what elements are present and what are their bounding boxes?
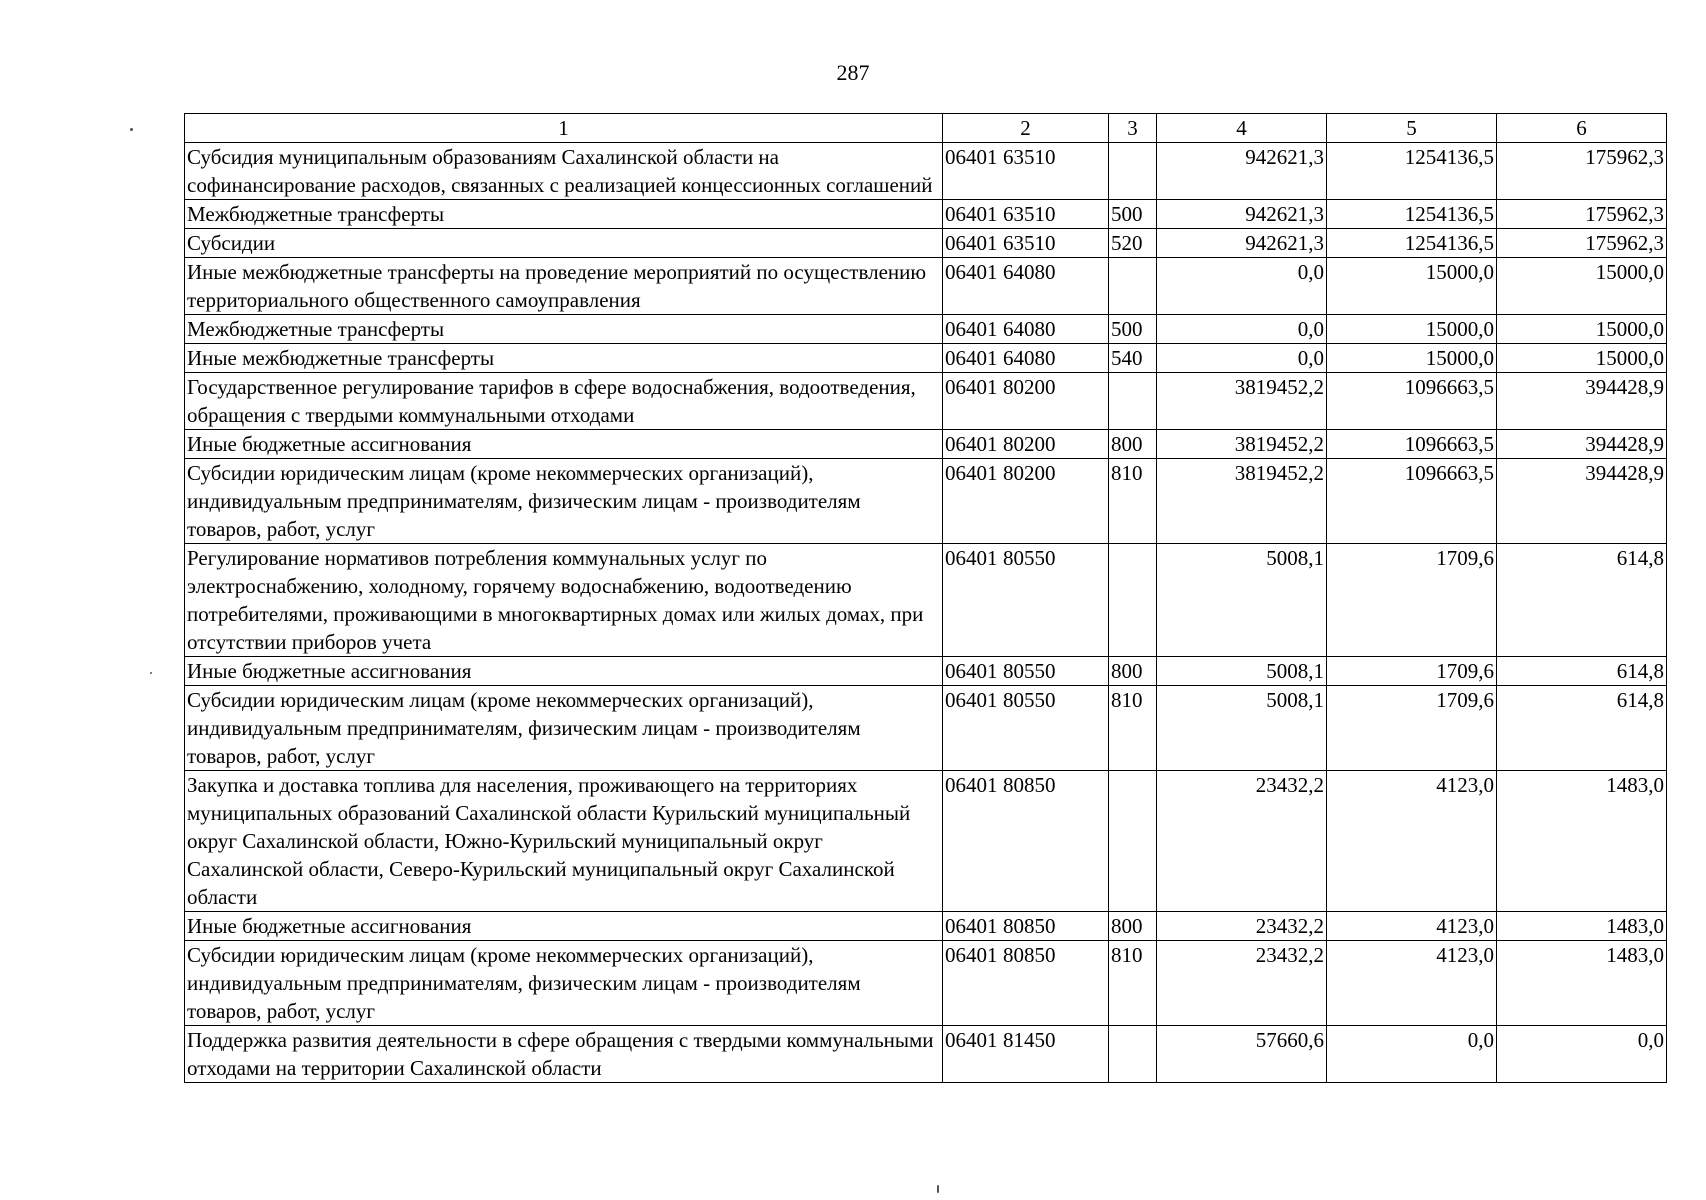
row-value-col6: 15000,0 bbox=[1497, 258, 1667, 315]
table-row bbox=[185, 373, 1667, 430]
row-code-cell bbox=[943, 430, 1109, 459]
program-code: 06401 bbox=[945, 773, 998, 797]
row-value-col4: 3819452,2 bbox=[1157, 459, 1327, 544]
row-value-col4: 5008,1 bbox=[1157, 686, 1327, 771]
table-row bbox=[185, 143, 1667, 200]
row-name-cell: Субсидии bbox=[185, 229, 943, 258]
row-vr-cell: 500 bbox=[1109, 315, 1157, 344]
table-row bbox=[185, 459, 1667, 544]
page-number: 287 bbox=[836, 60, 870, 85]
row-value-col6: 175962,3 bbox=[1497, 229, 1667, 258]
row-value-col5: 1709,6 bbox=[1327, 686, 1497, 771]
row-code-cell bbox=[943, 229, 1109, 258]
row-name-cell: Иные бюджетные ассигнования bbox=[185, 430, 943, 459]
row-value-col5: 15000,0 bbox=[1327, 315, 1497, 344]
row-value-col5: 0,0 bbox=[1327, 1026, 1497, 1083]
row-vr-cell: 810 bbox=[1109, 686, 1157, 771]
row-name-cell: Субсидии юридическим лицам (кроме некоммерческих организаций), индивидуальным предпринимателям, физическим лицам - производителям товаров, работ, услуг bbox=[185, 941, 943, 1026]
row-name-cell: Иные межбюджетные трансферты на проведение мероприятий по осуществлению территориального общественного самоуправления bbox=[185, 258, 943, 315]
row-code-cell bbox=[943, 143, 1109, 200]
program-code: 06401 bbox=[945, 432, 998, 456]
row-name-cell: Межбюджетные трансферты bbox=[185, 200, 943, 229]
direction-code: 80200 bbox=[1003, 461, 1056, 485]
row-value-col6: 614,8 bbox=[1497, 657, 1667, 686]
table-row bbox=[185, 657, 1667, 686]
row-code-cell bbox=[943, 258, 1109, 315]
row-vr-cell bbox=[1109, 544, 1157, 657]
row-value-col4: 57660,6 bbox=[1157, 1026, 1327, 1083]
row-name-cell: Иные межбюджетные трансферты bbox=[185, 344, 943, 373]
row-value-col4: 0,0 bbox=[1157, 315, 1327, 344]
row-vr-cell bbox=[1109, 258, 1157, 315]
row-value-col5: 1096663,5 bbox=[1327, 459, 1497, 544]
table-row bbox=[185, 941, 1667, 1026]
program-code: 06401 bbox=[945, 346, 998, 370]
row-code-cell bbox=[943, 657, 1109, 686]
row-value-col5: 1254136,5 bbox=[1327, 200, 1497, 229]
program-code: 06401 bbox=[945, 546, 998, 570]
direction-code: 63510 bbox=[1003, 202, 1056, 226]
program-code: 06401 bbox=[945, 260, 998, 284]
program-code: 06401 bbox=[945, 688, 998, 712]
row-vr-cell: 540 bbox=[1109, 344, 1157, 373]
row-code-cell bbox=[943, 344, 1109, 373]
row-value-col5: 1709,6 bbox=[1327, 657, 1497, 686]
direction-code: 64080 bbox=[1003, 346, 1056, 370]
program-code: 06401 bbox=[945, 461, 998, 485]
row-value-col5: 1096663,5 bbox=[1327, 373, 1497, 430]
table-row bbox=[185, 200, 1667, 229]
direction-code: 80850 bbox=[1003, 914, 1056, 938]
row-name-cell: Субсидии юридическим лицам (кроме некоммерческих организаций), индивидуальным предпринимателям, физическим лицам - производителям товаров, работ, услуг bbox=[185, 459, 943, 544]
row-code-cell bbox=[943, 315, 1109, 344]
program-code: 06401 bbox=[945, 1028, 998, 1052]
row-value-col6: 175962,3 bbox=[1497, 143, 1667, 200]
row-vr-cell: 520 bbox=[1109, 229, 1157, 258]
row-name-cell: Межбюджетные трансферты bbox=[185, 315, 943, 344]
row-name-cell: Субсидии юридическим лицам (кроме некоммерческих организаций), индивидуальным предпринимателям, физическим лицам - производителям товаров, работ, услуг bbox=[185, 686, 943, 771]
program-code: 06401 bbox=[945, 317, 998, 341]
scan-speck bbox=[937, 1185, 939, 1193]
direction-code: 80550 bbox=[1003, 659, 1056, 683]
table-row bbox=[185, 686, 1667, 771]
direction-code: 80850 bbox=[1003, 773, 1056, 797]
row-value-col6: 614,8 bbox=[1497, 686, 1667, 771]
row-value-col5: 1254136,5 bbox=[1327, 143, 1497, 200]
row-value-col4: 5008,1 bbox=[1157, 544, 1327, 657]
row-code-cell bbox=[943, 941, 1109, 1026]
row-code-cell bbox=[943, 912, 1109, 941]
header-col-3: 3 bbox=[1109, 114, 1157, 143]
row-value-col4: 0,0 bbox=[1157, 344, 1327, 373]
row-code-cell bbox=[943, 1026, 1109, 1083]
row-value-col6: 394428,9 bbox=[1497, 430, 1667, 459]
row-value-col4: 5008,1 bbox=[1157, 657, 1327, 686]
direction-code: 80550 bbox=[1003, 546, 1056, 570]
row-vr-cell: 810 bbox=[1109, 941, 1157, 1026]
row-vr-cell: 810 bbox=[1109, 459, 1157, 544]
row-value-col6: 394428,9 bbox=[1497, 373, 1667, 430]
row-value-col6: 394428,9 bbox=[1497, 459, 1667, 544]
table-row bbox=[185, 344, 1667, 373]
table-row bbox=[185, 229, 1667, 258]
table-row bbox=[185, 315, 1667, 344]
row-value-col5: 4123,0 bbox=[1327, 912, 1497, 941]
program-code: 06401 bbox=[945, 231, 998, 255]
row-code-cell bbox=[943, 373, 1109, 430]
row-code-cell bbox=[943, 544, 1109, 657]
row-code-cell bbox=[943, 686, 1109, 771]
table-row bbox=[185, 258, 1667, 315]
row-value-col5: 15000,0 bbox=[1327, 344, 1497, 373]
direction-code: 80200 bbox=[1003, 375, 1056, 399]
direction-code: 63510 bbox=[1003, 145, 1056, 169]
row-vr-cell: 800 bbox=[1109, 430, 1157, 459]
direction-code: 80200 bbox=[1003, 432, 1056, 456]
table-row bbox=[185, 771, 1667, 912]
row-vr-cell bbox=[1109, 771, 1157, 912]
row-value-col6: 1483,0 bbox=[1497, 941, 1667, 1026]
header-col-5: 5 bbox=[1327, 114, 1497, 143]
row-value-col6: 1483,0 bbox=[1497, 912, 1667, 941]
row-value-col6: 15000,0 bbox=[1497, 315, 1667, 344]
table-header-row bbox=[185, 114, 1667, 143]
row-vr-cell: 500 bbox=[1109, 200, 1157, 229]
row-value-col4: 942621,3 bbox=[1157, 143, 1327, 200]
table-row bbox=[185, 912, 1667, 941]
row-value-col4: 0,0 bbox=[1157, 258, 1327, 315]
row-value-col4: 3819452,2 bbox=[1157, 373, 1327, 430]
direction-code: 64080 bbox=[1003, 317, 1056, 341]
row-value-col4: 942621,3 bbox=[1157, 229, 1327, 258]
row-value-col4: 942621,3 bbox=[1157, 200, 1327, 229]
program-code: 06401 bbox=[945, 914, 998, 938]
row-name-cell: Поддержка развития деятельности в сфере обращения с твердыми коммунальными отходами на территории Сахалинской области bbox=[185, 1026, 943, 1083]
row-value-col6: 15000,0 bbox=[1497, 344, 1667, 373]
row-code-cell bbox=[943, 771, 1109, 912]
scan-speck bbox=[130, 128, 133, 131]
row-vr-cell: 800 bbox=[1109, 912, 1157, 941]
direction-code: 63510 bbox=[1003, 231, 1056, 255]
table-body bbox=[185, 143, 1667, 1083]
row-vr-cell bbox=[1109, 373, 1157, 430]
program-code: 06401 bbox=[945, 145, 998, 169]
direction-code: 80850 bbox=[1003, 943, 1056, 967]
direction-code: 64080 bbox=[1003, 260, 1056, 284]
row-value-col6: 614,8 bbox=[1497, 544, 1667, 657]
row-name-cell: Субсидия муниципальным образованиям Сахалинской области на софинансирование расходов, связанных с реализацией концессионных соглашений bbox=[185, 143, 943, 200]
row-value-col5: 1709,6 bbox=[1327, 544, 1497, 657]
row-value-col4: 23432,2 bbox=[1157, 771, 1327, 912]
row-value-col5: 4123,0 bbox=[1327, 771, 1497, 912]
row-value-col5: 4123,0 bbox=[1327, 941, 1497, 1026]
program-code: 06401 bbox=[945, 659, 998, 683]
row-name-cell: Закупка и доставка топлива для населения, проживающего на территориях муниципальных образований Сахалинской области Курильский муниципальный округ Сахалинской области, Южно-Курильский муниципальный округ Сахалинской области, Северо-Курильский муниципальный округ Сахалинской области bbox=[185, 771, 943, 912]
row-name-cell: Регулирование нормативов потребления коммунальных услуг по электроснабжению, холодному, горячему водоснабжению, водоотведению потребителями, проживающими в многоквартирных домах или жилых домах, при отсутствии приборов учета bbox=[185, 544, 943, 657]
row-value-col6: 1483,0 bbox=[1497, 771, 1667, 912]
header-col-6: 6 bbox=[1497, 114, 1667, 143]
header-col-4: 4 bbox=[1157, 114, 1327, 143]
scan-speck bbox=[150, 672, 152, 674]
row-value-col6: 0,0 bbox=[1497, 1026, 1667, 1083]
header-col-2: 2 bbox=[943, 114, 1109, 143]
row-vr-cell: 800 bbox=[1109, 657, 1157, 686]
row-value-col4: 23432,2 bbox=[1157, 941, 1327, 1026]
row-value-col6: 175962,3 bbox=[1497, 200, 1667, 229]
row-code-cell bbox=[943, 459, 1109, 544]
row-name-cell: Иные бюджетные ассигнования bbox=[185, 912, 943, 941]
program-code: 06401 bbox=[945, 202, 998, 226]
program-code: 06401 bbox=[945, 375, 998, 399]
row-value-col5: 15000,0 bbox=[1327, 258, 1497, 315]
direction-code: 81450 bbox=[1003, 1028, 1056, 1052]
direction-code: 80550 bbox=[1003, 688, 1056, 712]
table-row bbox=[185, 544, 1667, 657]
row-name-cell: Иные бюджетные ассигнования bbox=[185, 657, 943, 686]
row-name-cell: Государственное регулирование тарифов в сфере водоснабжения, водоотведения, обращения с твердыми коммунальными отходами bbox=[185, 373, 943, 430]
row-value-col5: 1096663,5 bbox=[1327, 430, 1497, 459]
row-value-col4: 3819452,2 bbox=[1157, 430, 1327, 459]
row-vr-cell bbox=[1109, 1026, 1157, 1083]
table-row bbox=[185, 430, 1667, 459]
budget-table bbox=[184, 113, 1667, 1083]
row-vr-cell bbox=[1109, 143, 1157, 200]
row-code-cell bbox=[943, 200, 1109, 229]
table-row bbox=[185, 1026, 1667, 1083]
row-value-col4: 23432,2 bbox=[1157, 912, 1327, 941]
row-value-col5: 1254136,5 bbox=[1327, 229, 1497, 258]
header-col-1: 1 bbox=[185, 114, 943, 143]
program-code: 06401 bbox=[945, 943, 998, 967]
